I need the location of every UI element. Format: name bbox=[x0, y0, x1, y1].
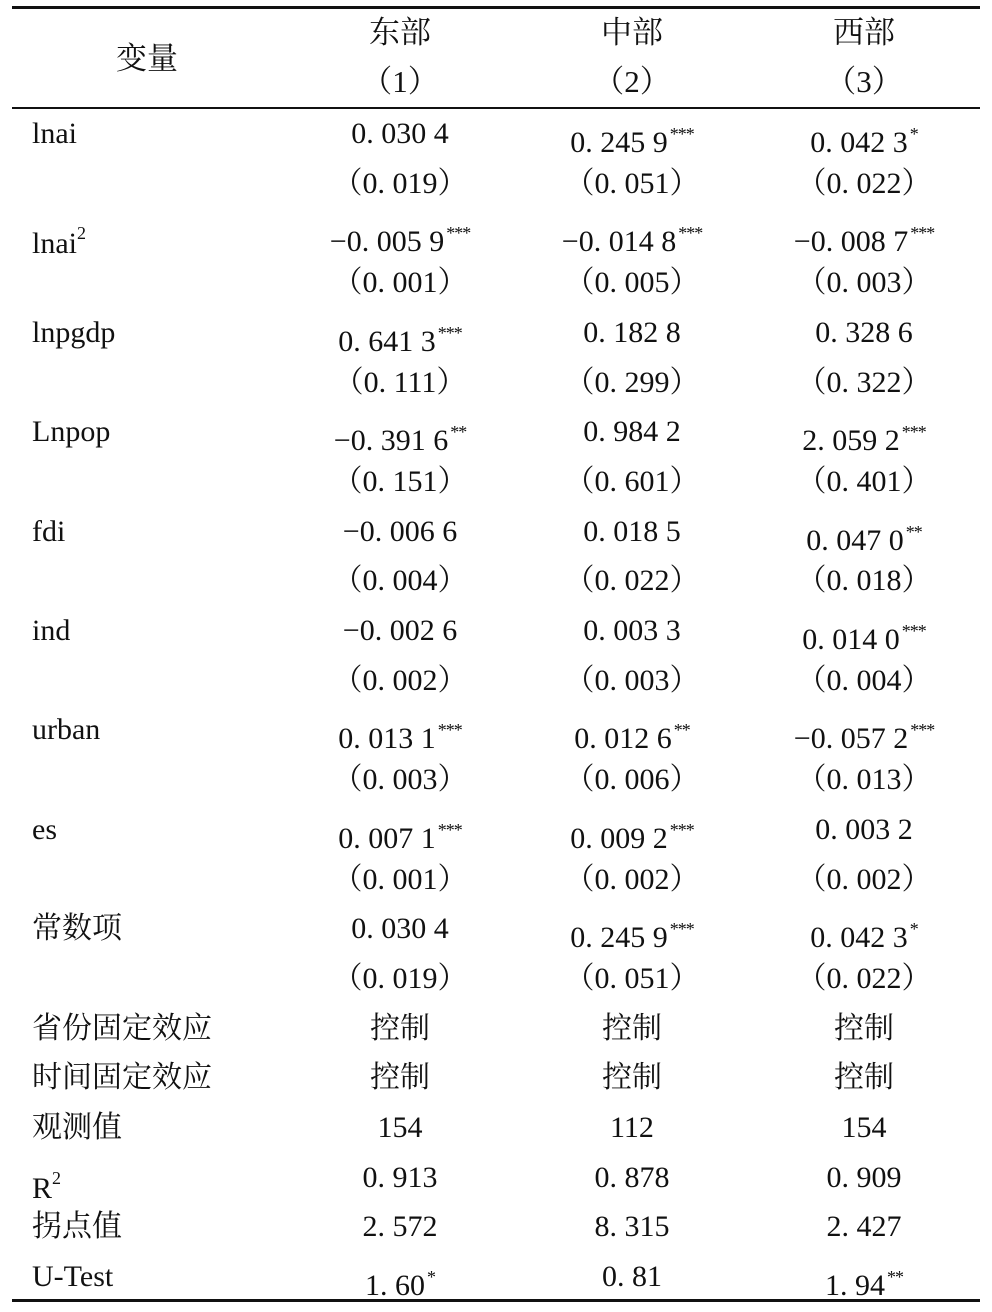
coefficient-cell bbox=[300, 805, 500, 855]
footer-row-label bbox=[32, 1252, 282, 1302]
cell-value: 0. 007 1 bbox=[338, 822, 436, 855]
cell-value: 0. 245 9 bbox=[570, 921, 668, 954]
row-label-superscript: 2 bbox=[77, 223, 86, 243]
cell-value: 控制 bbox=[370, 1012, 430, 1045]
header-region-east: 东部 bbox=[369, 15, 431, 50]
cell-value: 1. 94 bbox=[825, 1269, 885, 1302]
cell-value: 0. 042 3 bbox=[810, 921, 908, 954]
footer-cell bbox=[532, 1252, 732, 1302]
footer-cell bbox=[764, 1103, 964, 1153]
standard-error-cell: （0. 003） bbox=[564, 664, 700, 697]
footer-row-label bbox=[32, 1053, 282, 1103]
row-label-text: R bbox=[32, 1172, 53, 1205]
coefficient-cell bbox=[532, 805, 732, 855]
cell-value: 控制 bbox=[602, 1061, 662, 1094]
footer-row-label bbox=[32, 1202, 282, 1252]
coefficient-cell bbox=[764, 407, 964, 457]
cell-value: 控制 bbox=[834, 1061, 894, 1094]
significance-stars: *** bbox=[910, 223, 935, 243]
coefficient-cell bbox=[300, 208, 500, 258]
cell-value: −0. 391 6 bbox=[333, 424, 449, 457]
standard-error-cell: （0. 013） bbox=[796, 763, 932, 796]
standard-error-cell: （0. 004） bbox=[796, 664, 932, 697]
row-label-text: 拐点值 bbox=[32, 1210, 122, 1243]
cell-value: 0. 909 bbox=[826, 1161, 902, 1194]
row-label bbox=[32, 308, 282, 358]
header-region-central: 中部 bbox=[601, 15, 663, 50]
cell-value: 0. 018 5 bbox=[583, 515, 681, 548]
coefficient-cell bbox=[300, 507, 500, 557]
standard-error-cell: （0. 003） bbox=[332, 763, 468, 796]
cell-value: 0. 009 2 bbox=[570, 822, 668, 855]
significance-stars: *** bbox=[437, 720, 462, 740]
coefficient-cell bbox=[764, 507, 964, 557]
significance-stars: *** bbox=[669, 820, 694, 840]
footer-cell bbox=[532, 1103, 732, 1153]
cell-value: 0. 030 4 bbox=[351, 912, 449, 945]
footer-cell bbox=[300, 1053, 500, 1103]
row-label-text: es bbox=[32, 813, 57, 846]
significance-stars: ** bbox=[450, 422, 467, 442]
coefficient-cell bbox=[764, 705, 964, 755]
coefficient-cell bbox=[300, 904, 500, 954]
footer-cell bbox=[764, 1053, 964, 1103]
coefficient-cell bbox=[300, 109, 500, 159]
significance-stars: *** bbox=[901, 621, 926, 641]
cell-value: 0. 81 bbox=[602, 1260, 662, 1293]
coefficient-cell bbox=[532, 904, 732, 954]
standard-error-cell: （0. 151） bbox=[332, 465, 468, 498]
cell-value: −0. 002 6 bbox=[342, 614, 458, 647]
coefficient-cell bbox=[300, 606, 500, 656]
cell-value: −0. 057 2 bbox=[793, 722, 909, 755]
header-number-1: （1） bbox=[361, 64, 439, 99]
standard-error-cell: （0. 003） bbox=[796, 266, 932, 299]
standard-error-cell: （0. 002） bbox=[564, 863, 700, 896]
coefficient-cell bbox=[764, 109, 964, 159]
coefficient-cell bbox=[300, 705, 500, 755]
cell-value: 0. 030 4 bbox=[351, 117, 449, 150]
coefficient-cell bbox=[764, 904, 964, 954]
coefficient-cell bbox=[764, 606, 964, 656]
cell-value: 0. 328 6 bbox=[815, 316, 913, 349]
cell-value: 8. 315 bbox=[594, 1210, 670, 1243]
cell-value: 112 bbox=[610, 1111, 654, 1144]
standard-error-cell: （0. 022） bbox=[796, 167, 932, 200]
cell-value: 0. 003 2 bbox=[815, 813, 913, 846]
significance-stars: *** bbox=[446, 223, 471, 243]
standard-error-cell: （0. 005） bbox=[564, 266, 700, 299]
cell-value: 0. 182 8 bbox=[583, 316, 681, 349]
significance-stars: ** bbox=[673, 720, 690, 740]
cell-value: −0. 008 7 bbox=[793, 225, 909, 258]
significance-stars: * bbox=[909, 124, 918, 144]
cell-value: 0. 003 3 bbox=[583, 614, 681, 647]
row-label-text: 省份固定效应 bbox=[32, 1012, 212, 1045]
significance-stars: *** bbox=[910, 720, 935, 740]
standard-error-cell: （0. 018） bbox=[796, 564, 932, 597]
cell-value: 0. 013 1 bbox=[338, 722, 436, 755]
cell-value: 控制 bbox=[370, 1061, 430, 1094]
cell-value: 0. 913 bbox=[362, 1161, 438, 1194]
footer-cell bbox=[764, 1202, 964, 1252]
cell-value: 1. 60 bbox=[365, 1269, 425, 1302]
row-label bbox=[32, 705, 282, 755]
footer-row-label bbox=[32, 1103, 282, 1153]
row-label-text: urban bbox=[32, 713, 101, 746]
cell-value: 0. 878 bbox=[594, 1161, 670, 1194]
footer-cell bbox=[300, 1252, 500, 1302]
footer-row-label bbox=[32, 1004, 282, 1054]
significance-stars: * bbox=[909, 919, 918, 939]
header-number-2: （2） bbox=[593, 64, 671, 99]
cell-value: 0. 245 9 bbox=[570, 126, 668, 159]
row-label-text: ind bbox=[32, 614, 71, 647]
standard-error-cell: （0. 001） bbox=[332, 863, 468, 896]
footer-cell bbox=[764, 1252, 964, 1302]
coefficient-cell bbox=[532, 109, 732, 159]
standard-error-cell: （0. 019） bbox=[332, 167, 468, 200]
standard-error-cell: （0. 111） bbox=[333, 366, 467, 399]
cell-value: 0. 641 3 bbox=[338, 325, 436, 358]
coefficient-cell bbox=[532, 407, 732, 457]
row-label bbox=[32, 606, 282, 656]
coefficient-cell bbox=[764, 308, 964, 358]
header-number-3: （3） bbox=[825, 64, 903, 99]
row-label bbox=[32, 407, 282, 457]
cell-value: −0. 005 9 bbox=[329, 225, 445, 258]
coefficient-cell bbox=[300, 407, 500, 457]
footer-cell bbox=[532, 1202, 732, 1252]
standard-error-cell: （0. 022） bbox=[796, 962, 932, 995]
cell-value: 154 bbox=[841, 1111, 887, 1144]
standard-error-cell: （0. 401） bbox=[796, 465, 932, 498]
cell-value: 2. 427 bbox=[826, 1210, 902, 1243]
cell-value: 2. 572 bbox=[362, 1210, 438, 1243]
coefficient-cell bbox=[532, 606, 732, 656]
significance-stars: * bbox=[427, 1267, 435, 1287]
standard-error-cell: （0. 006） bbox=[564, 763, 700, 796]
significance-stars: *** bbox=[678, 223, 703, 243]
footer-cell bbox=[532, 1004, 732, 1054]
coefficient-cell bbox=[532, 507, 732, 557]
standard-error-cell: （0. 022） bbox=[564, 564, 700, 597]
row-label bbox=[32, 507, 282, 557]
coefficient-cell bbox=[532, 308, 732, 358]
header-region-west: 西部 bbox=[833, 15, 895, 50]
standard-error-cell: （0. 601） bbox=[564, 465, 700, 498]
footer-cell bbox=[764, 1153, 964, 1203]
significance-stars: *** bbox=[437, 323, 462, 343]
row-label bbox=[32, 805, 282, 855]
standard-error-cell: （0. 322） bbox=[796, 366, 932, 399]
row-label-text: U-Test bbox=[32, 1260, 114, 1293]
standard-error-cell: （0. 299） bbox=[564, 366, 700, 399]
row-label-text: lnai bbox=[32, 227, 77, 260]
footer-cell bbox=[300, 1202, 500, 1252]
footer-cell bbox=[764, 1004, 964, 1054]
significance-stars: *** bbox=[901, 422, 926, 442]
coefficient-cell bbox=[532, 208, 732, 258]
row-label-text: 观测值 bbox=[32, 1111, 122, 1144]
cell-value: −0. 014 8 bbox=[561, 225, 677, 258]
standard-error-cell: （0. 001） bbox=[332, 266, 468, 299]
row-label-text: Lnpop bbox=[32, 415, 111, 448]
row-label bbox=[32, 904, 282, 954]
cell-value: −0. 006 6 bbox=[342, 515, 458, 548]
row-label bbox=[32, 208, 282, 258]
coefficient-cell bbox=[300, 308, 500, 358]
cell-value: 154 bbox=[377, 1111, 423, 1144]
standard-error-cell: （0. 002） bbox=[796, 863, 932, 896]
significance-stars: *** bbox=[669, 124, 694, 144]
standard-error-cell: （0. 004） bbox=[332, 564, 468, 597]
cell-value: 0. 047 0 bbox=[806, 524, 904, 557]
footer-row-label bbox=[32, 1153, 282, 1203]
row-label bbox=[32, 109, 282, 159]
standard-error-cell: （0. 019） bbox=[332, 962, 468, 995]
row-label-text: fdi bbox=[32, 515, 66, 548]
row-label-text: 常数项 bbox=[32, 912, 122, 945]
cell-value: 0. 014 0 bbox=[802, 623, 900, 656]
significance-stars: ** bbox=[887, 1267, 903, 1287]
regression-table bbox=[12, 6, 980, 1302]
footer-cell bbox=[300, 1004, 500, 1054]
coefficient-cell bbox=[532, 705, 732, 755]
significance-stars: *** bbox=[669, 919, 694, 939]
footer-cell bbox=[300, 1103, 500, 1153]
significance-stars: ** bbox=[905, 522, 922, 542]
standard-error-cell: （0. 051） bbox=[564, 962, 700, 995]
standard-error-cell: （0. 051） bbox=[564, 167, 700, 200]
cell-value: 控制 bbox=[834, 1012, 894, 1045]
header-variable-label: 变量 bbox=[116, 41, 178, 76]
coefficient-cell bbox=[764, 805, 964, 855]
row-label-text: lnpgdp bbox=[32, 316, 116, 349]
footer-cell bbox=[532, 1153, 732, 1203]
footer-cell bbox=[532, 1053, 732, 1103]
cell-value: 0. 012 6 bbox=[574, 722, 672, 755]
footer-cell bbox=[300, 1153, 500, 1203]
cell-value: 控制 bbox=[602, 1012, 662, 1045]
coefficient-cell bbox=[764, 208, 964, 258]
row-label-superscript: 2 bbox=[52, 1168, 62, 1188]
cell-value: 2. 059 2 bbox=[802, 424, 900, 457]
cell-value: 0. 042 3 bbox=[810, 126, 908, 159]
significance-stars: *** bbox=[437, 820, 462, 840]
cell-value: 0. 984 2 bbox=[583, 415, 681, 448]
standard-error-cell: （0. 002） bbox=[332, 664, 468, 697]
row-label-text: lnai bbox=[32, 117, 77, 150]
row-label-text: 时间固定效应 bbox=[32, 1061, 212, 1094]
